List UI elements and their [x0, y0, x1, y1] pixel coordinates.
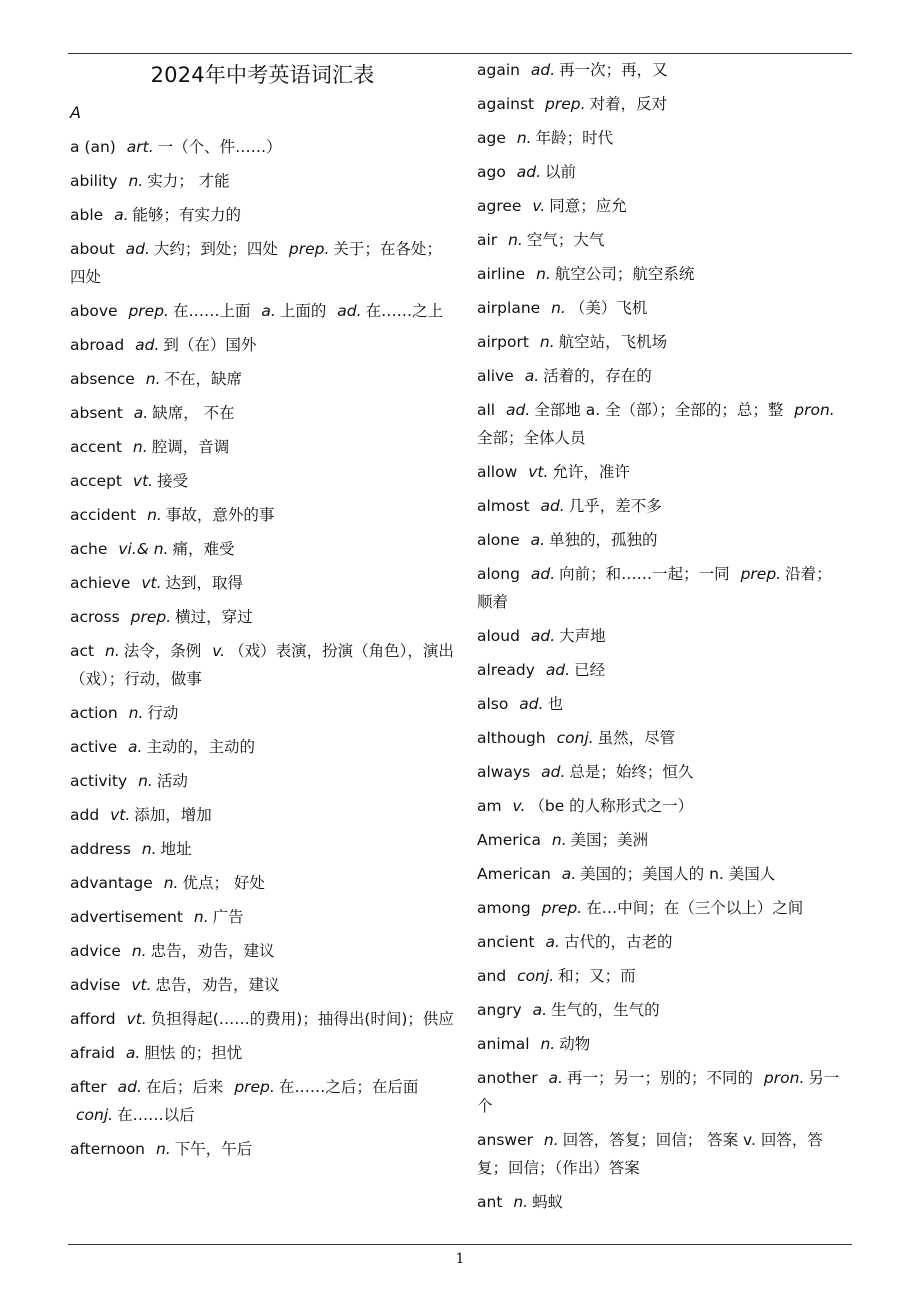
- vocab-entry: [477, 489, 847, 523]
- headword: advice: [70, 942, 126, 960]
- definition: 在……之后；在后面: [278, 1078, 419, 1096]
- vocab-entry: [477, 393, 847, 455]
- vocab-entry: [477, 993, 847, 1027]
- headword: again: [477, 61, 525, 79]
- headword: among: [477, 899, 536, 917]
- vocab-entry: [477, 925, 847, 959]
- part-of-speech: vt.: [141, 574, 162, 592]
- headword: afford: [70, 1010, 121, 1028]
- headword: almost: [477, 497, 535, 515]
- headword: air: [477, 231, 503, 249]
- part-of-speech: n.: [138, 772, 153, 790]
- vocab-entry: [477, 121, 847, 155]
- page-title: 2024年中考英语词汇表: [150, 63, 375, 87]
- vocab-entry: [477, 87, 847, 121]
- headword: ability: [70, 172, 123, 190]
- vocab-entry: [477, 823, 847, 857]
- vocab-entry: [70, 600, 455, 634]
- definition: 一（个、件……）: [157, 138, 282, 156]
- top-rule: [68, 53, 852, 54]
- headword: also: [477, 695, 514, 713]
- vocab-entry: [477, 1027, 847, 1061]
- definition: 大约；到处；四处: [153, 240, 283, 258]
- headword: about: [70, 240, 120, 258]
- part-of-speech: n.: [141, 840, 157, 858]
- vocab-entry: [70, 634, 455, 696]
- definition: 在……之上: [365, 302, 444, 320]
- page-number: 1: [455, 1251, 465, 1267]
- part-of-speech: n.: [513, 1193, 529, 1211]
- headword: against: [477, 95, 540, 113]
- vocab-entry: [70, 1002, 455, 1036]
- vocab-entry: [477, 291, 847, 325]
- definition: 空气；大气: [526, 231, 605, 249]
- definition: 向前；和……一起；一同: [559, 565, 735, 583]
- part-of-speech: ad.: [545, 661, 571, 679]
- definition: 腔调，音调: [151, 438, 230, 456]
- headword: absent: [70, 404, 128, 422]
- definition: 忠告，劝告，建议: [150, 942, 275, 960]
- vocab-entry: [70, 566, 455, 600]
- vocab-entry: [70, 130, 455, 164]
- part-of-speech: n.: [155, 1140, 171, 1158]
- part-of-speech: pron.: [794, 401, 835, 419]
- part-of-speech: ad.: [135, 336, 160, 354]
- headword: airport: [477, 333, 534, 351]
- definition: 行动: [147, 704, 179, 722]
- vocab-entry: [70, 198, 455, 232]
- vocab-entry: [70, 900, 455, 934]
- part-of-speech: n.: [132, 438, 148, 456]
- part-of-speech: ad.: [519, 695, 544, 713]
- headword: advertisement: [70, 908, 188, 926]
- headword: along: [477, 565, 525, 583]
- part-of-speech: a.: [548, 1069, 563, 1087]
- vocab-entry: [477, 721, 847, 755]
- definition: 几乎，差不多: [568, 497, 662, 515]
- left-entry-list: [70, 130, 455, 1166]
- definition: 对着，反对: [589, 95, 668, 113]
- vocab-entry: [477, 959, 847, 993]
- vocab-entry: [70, 164, 455, 198]
- part-of-speech: n.: [543, 1131, 559, 1149]
- vocab-entry: [477, 155, 847, 189]
- part-of-speech: n.: [508, 231, 523, 249]
- headword: agree: [477, 197, 527, 215]
- part-of-speech: n.: [145, 370, 161, 388]
- vocab-entry: [70, 532, 455, 566]
- definition: 到（在）国外: [163, 336, 257, 354]
- part-of-speech: n.: [163, 874, 179, 892]
- vocab-entry: [477, 325, 847, 359]
- part-of-speech: a.: [532, 1001, 548, 1019]
- definition: 下午，午后: [174, 1140, 253, 1158]
- part-of-speech: n.: [536, 265, 551, 283]
- vocab-entry: [70, 1036, 455, 1070]
- part-of-speech: prep.: [130, 608, 172, 626]
- part-of-speech: vt.: [126, 1010, 147, 1028]
- definition: （be 的人称形式之一）: [529, 797, 694, 815]
- definition: 蚂蚁: [532, 1193, 564, 1211]
- headword: all: [477, 401, 501, 419]
- part-of-speech: a.: [545, 933, 560, 951]
- headword: angry: [477, 1001, 527, 1019]
- vocab-entry: [70, 934, 455, 968]
- headword: activity: [70, 772, 133, 790]
- headword: answer: [477, 1131, 538, 1149]
- definition: 生气的，生气的: [551, 1001, 660, 1019]
- part-of-speech: a.: [133, 404, 149, 422]
- bottom-rule: [68, 1244, 852, 1245]
- vocab-entry: [70, 464, 455, 498]
- vocab-entry: [70, 866, 455, 900]
- definition: 全部；全体人员: [477, 429, 586, 447]
- definition: 古代的，古老的: [563, 933, 673, 951]
- part-of-speech: ad.: [530, 565, 556, 583]
- part-of-speech: n.: [147, 506, 162, 524]
- headword: absence: [70, 370, 140, 388]
- part-of-speech: ad.: [337, 302, 362, 320]
- part-of-speech: vt.: [131, 976, 152, 994]
- definition: 关于；在各处；四处: [70, 240, 442, 286]
- definition: 另一个: [477, 1069, 840, 1115]
- vocab-entry: [477, 891, 847, 925]
- vocab-entry: [477, 653, 847, 687]
- vocab-entry: [477, 455, 847, 489]
- part-of-speech: conj.: [76, 1106, 114, 1124]
- part-of-speech: a.: [125, 1044, 141, 1062]
- vocab-entry: [70, 730, 455, 764]
- headword: able: [70, 206, 109, 224]
- definition: 大声地: [559, 627, 606, 645]
- headword: allow: [477, 463, 523, 481]
- definition: 事故，意外的事: [165, 506, 275, 524]
- part-of-speech: n.: [193, 908, 209, 926]
- vocab-entry: [477, 1123, 847, 1185]
- definition: 航空站，飞机场: [558, 333, 668, 351]
- left-column: [70, 56, 455, 1166]
- part-of-speech: prep.: [541, 899, 583, 917]
- definition: 添加，增加: [134, 806, 212, 824]
- part-of-speech: conj.: [556, 729, 594, 747]
- definition: 痛，难受: [172, 540, 235, 558]
- definition: 美国；美洲: [570, 831, 649, 849]
- definition: 回答，答复；回信； 答案 v. 回答，答复；回信；（作出）答案: [477, 1131, 823, 1177]
- part-of-speech: a.: [114, 206, 129, 224]
- part-of-speech: ad.: [125, 240, 150, 258]
- definition: 航空公司；航空系统: [554, 265, 695, 283]
- headword: ancient: [477, 933, 540, 951]
- vocab-entry: [477, 1185, 847, 1219]
- vocab-entry: [477, 223, 847, 257]
- headword: accept: [70, 472, 127, 490]
- vocab-entry: [70, 328, 455, 362]
- part-of-speech: vt.: [110, 806, 131, 824]
- part-of-speech: ad.: [506, 401, 531, 419]
- part-of-speech: ad.: [516, 163, 542, 181]
- vocab-entry: [70, 430, 455, 464]
- definition: 横过，穿过: [175, 608, 253, 626]
- definition: 以前: [545, 163, 577, 181]
- definition: 已经: [574, 661, 606, 679]
- definition: 同意；应允: [549, 197, 627, 215]
- part-of-speech: n.: [540, 1035, 556, 1053]
- headword: accident: [70, 506, 142, 524]
- vocab-entry: [477, 257, 847, 291]
- definition: 允许，准许: [552, 463, 630, 481]
- vocab-entry: [70, 1070, 455, 1132]
- part-of-speech: prep.: [545, 95, 586, 113]
- definition: 活动: [156, 772, 188, 790]
- headword: always: [477, 763, 536, 781]
- part-of-speech: n.: [551, 831, 567, 849]
- vocab-entry: [70, 396, 455, 430]
- part-of-speech: prep.: [128, 302, 169, 320]
- definition: 法令，条例: [123, 642, 207, 660]
- headword: aloud: [477, 627, 525, 645]
- vocab-entry: [70, 832, 455, 866]
- right-entry-list: [477, 56, 847, 1219]
- definition: 活着的，存在的: [543, 367, 652, 385]
- part-of-speech: n.: [128, 704, 144, 722]
- headword: above: [70, 302, 123, 320]
- definition: 广告: [212, 908, 244, 926]
- definition: 在后；后来: [145, 1078, 229, 1096]
- definition: 再一；另一；别的；不同的: [566, 1069, 758, 1087]
- part-of-speech: a.: [530, 531, 546, 549]
- part-of-speech: vi.& n.: [118, 540, 169, 558]
- vocab-entry: [70, 498, 455, 532]
- headword: action: [70, 704, 123, 722]
- definition: 不在，缺席: [164, 370, 243, 388]
- definition: 在…中间；在（三个以上）之间: [586, 899, 804, 917]
- headword: America: [477, 831, 546, 849]
- part-of-speech: ad.: [541, 763, 566, 781]
- part-of-speech: v.: [512, 797, 526, 815]
- headword: a (an): [70, 138, 121, 156]
- headword: alone: [477, 531, 525, 549]
- definition: 沿着；顺着: [477, 565, 832, 611]
- definition: 负担得起(……的费用)；抽得出(时间)；供应: [150, 1010, 454, 1028]
- headword: already: [477, 661, 540, 679]
- definition: 再一次；再，又: [559, 61, 668, 79]
- definition: 实力； 才能: [147, 172, 230, 190]
- vocab-entry: [477, 1061, 847, 1123]
- definition: 缺席， 不在: [152, 404, 235, 422]
- definition: 在……以后: [117, 1106, 195, 1124]
- definition: 单独的，孤独的: [549, 531, 658, 549]
- part-of-speech: a.: [524, 367, 540, 385]
- headword: add: [70, 806, 105, 824]
- vocab-entry: [477, 619, 847, 653]
- definition: 和；又；而: [558, 967, 636, 985]
- definition: 忠告，劝告，建议: [155, 976, 280, 994]
- vocab-entry: [477, 687, 847, 721]
- definition: 虽然，尽管: [597, 729, 676, 747]
- headword: act: [70, 642, 100, 660]
- headword: address: [70, 840, 136, 858]
- right-column: [477, 56, 847, 1219]
- headword: accent: [70, 438, 127, 456]
- vocab-entry: [70, 294, 455, 328]
- part-of-speech: pron.: [763, 1069, 805, 1087]
- headword: airplane: [477, 299, 546, 317]
- vocab-entry: [70, 696, 455, 730]
- part-of-speech: n.: [551, 299, 566, 317]
- vocab-entry: [477, 56, 847, 87]
- vocab-entry: [477, 755, 847, 789]
- part-of-speech: a.: [128, 738, 143, 756]
- vocab-entry: [477, 557, 847, 619]
- headword: afraid: [70, 1044, 120, 1062]
- definition: 总是；始终；恒久: [569, 763, 694, 781]
- part-of-speech: a.: [561, 865, 577, 883]
- definition: （美）飞机: [569, 299, 648, 317]
- vocab-entry: [70, 764, 455, 798]
- part-of-speech: ad.: [540, 497, 565, 515]
- part-of-speech: conj.: [517, 967, 555, 985]
- definition: 全部地 a. 全（部）；全部的；总；整: [534, 401, 789, 419]
- headword: another: [477, 1069, 543, 1087]
- part-of-speech: n.: [105, 642, 120, 660]
- part-of-speech: a.: [261, 302, 276, 320]
- headword: am: [477, 797, 507, 815]
- headword: achieve: [70, 574, 136, 592]
- definition: 也: [547, 695, 564, 713]
- part-of-speech: prep.: [740, 565, 782, 583]
- part-of-speech: art.: [126, 138, 154, 156]
- headword: American: [477, 865, 556, 883]
- definition: 动物: [559, 1035, 591, 1053]
- vocab-entry: [70, 1132, 455, 1166]
- part-of-speech: n.: [516, 129, 532, 147]
- definition: 在……上面: [172, 302, 256, 320]
- headword: after: [70, 1078, 112, 1096]
- part-of-speech: n.: [128, 172, 144, 190]
- headword: airline: [477, 265, 531, 283]
- definition: 地址: [160, 840, 192, 858]
- part-of-speech: n.: [131, 942, 147, 960]
- definition: 胆怯 的；担忧: [144, 1044, 243, 1062]
- headword: animal: [477, 1035, 535, 1053]
- headword: although: [477, 729, 551, 747]
- headword: age: [477, 129, 511, 147]
- part-of-speech: prep.: [234, 1078, 275, 1096]
- definition: 优点； 好处: [182, 874, 265, 892]
- headword: advantage: [70, 874, 158, 892]
- vocab-entry: [70, 232, 455, 294]
- definition: 主动的，主动的: [146, 738, 255, 756]
- part-of-speech: prep.: [288, 240, 330, 258]
- vocab-entry: [477, 789, 847, 823]
- headword: abroad: [70, 336, 130, 354]
- definition: 上面的: [279, 302, 332, 320]
- vocab-entry: [477, 857, 847, 891]
- definition: 达到，取得: [165, 574, 244, 592]
- definition: （戏）表演，扮演（角色），演出（戏）；行动，做事: [70, 642, 454, 688]
- headword: afternoon: [70, 1140, 150, 1158]
- definition: 美国的；美国人的 n. 美国人: [580, 865, 776, 883]
- definition: 接受: [157, 472, 189, 490]
- headword: active: [70, 738, 123, 756]
- vocab-entry: [70, 968, 455, 1002]
- vocab-entry: [70, 798, 455, 832]
- part-of-speech: ad.: [117, 1078, 142, 1096]
- part-of-speech: n.: [539, 333, 555, 351]
- headword: across: [70, 608, 125, 626]
- definition: 年龄；时代: [535, 129, 614, 147]
- headword: ache: [70, 540, 113, 558]
- headword: alive: [477, 367, 519, 385]
- definition: 能够；有实力的: [132, 206, 242, 224]
- vocab-entry: [477, 189, 847, 223]
- headword: ago: [477, 163, 511, 181]
- vocab-entry: [70, 362, 455, 396]
- part-of-speech: ad.: [530, 61, 556, 79]
- part-of-speech: vt.: [528, 463, 549, 481]
- headword: advise: [70, 976, 126, 994]
- part-of-speech: v.: [532, 197, 546, 215]
- vocab-entry: [477, 359, 847, 393]
- headword: ant: [477, 1193, 508, 1211]
- part-of-speech: ad.: [530, 627, 556, 645]
- section-letter: A: [70, 103, 81, 122]
- vocab-entry: [477, 523, 847, 557]
- part-of-speech: v.: [212, 642, 226, 660]
- part-of-speech: vt.: [132, 472, 154, 490]
- headword: and: [477, 967, 512, 985]
